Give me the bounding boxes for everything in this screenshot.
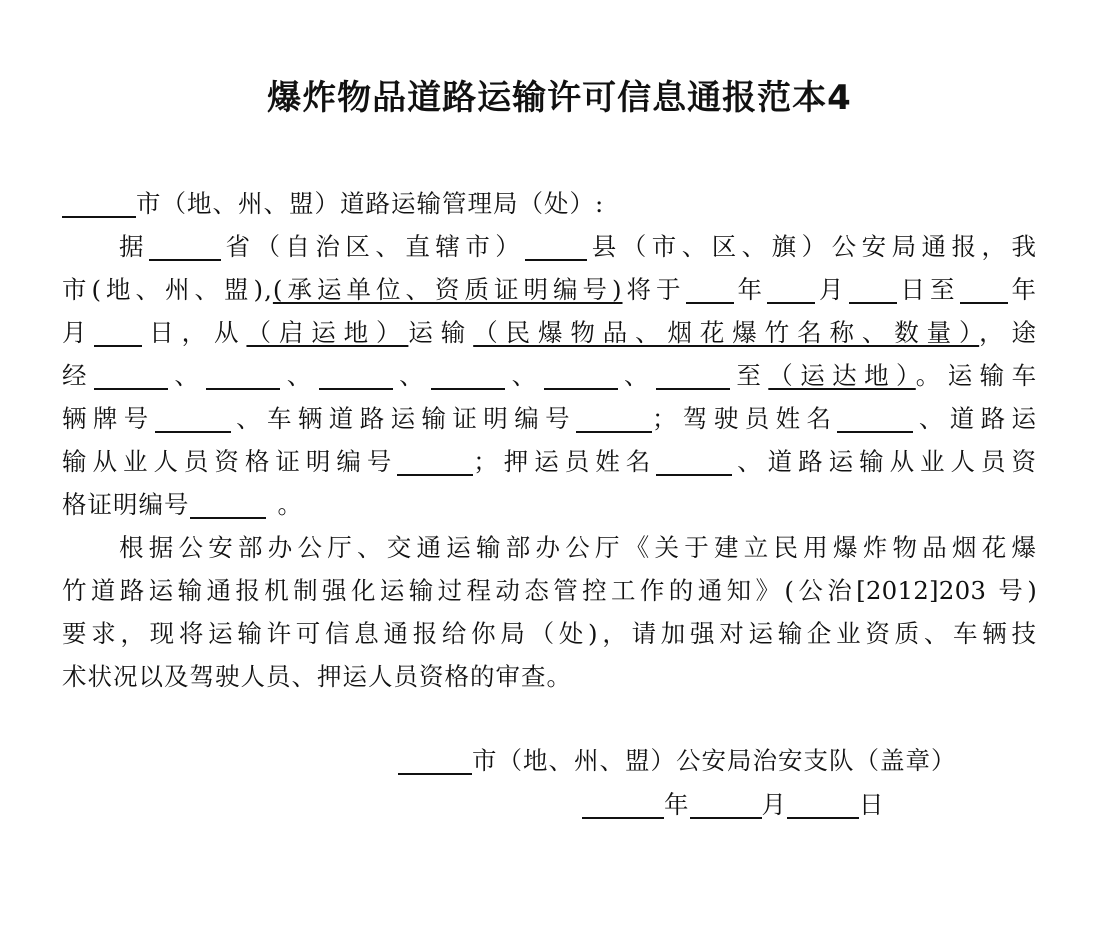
text-transport: 运输 — [408, 318, 474, 347]
blank-end-year[interactable] — [960, 272, 1008, 304]
blank-driver-cert[interactable] — [397, 444, 473, 476]
blank-sign-day[interactable] — [787, 787, 859, 819]
text-city: 市(地、州、盟), — [62, 275, 273, 304]
addressee-text: 市（地、州、盟）道路运输管理局（处）: — [136, 189, 605, 218]
text-cert-number: 格证明编号 — [62, 490, 190, 519]
blank-end-month[interactable] — [94, 315, 142, 347]
text-county: 县（市、区、旗）公安局通报，我 — [587, 232, 1038, 261]
text-plate: 辆牌号 — [62, 404, 155, 433]
blank-route-1[interactable] — [94, 358, 168, 390]
blank-county[interactable] — [525, 229, 587, 261]
text-month: 月 — [815, 275, 849, 304]
text-province: 省（自治区、直辖市） — [220, 232, 526, 261]
paragraph2-line2: 竹道路运输通报机制强化运输过程动态管控工作的通知》(公治[2012]203 号) — [62, 576, 1037, 605]
text-road: 、道路运 — [913, 404, 1038, 433]
paragraph1-line1 — [62, 225, 1037, 268]
text-month2: 月 — [62, 318, 95, 347]
separator: 、 — [392, 361, 432, 390]
paragraph1-line3 — [62, 311, 1037, 354]
blank-province[interactable] — [149, 229, 221, 261]
paragraph2-line4: 术状况以及驾驶人员、押运人员资格的审查。 — [62, 662, 572, 691]
blank-start-day[interactable] — [849, 272, 897, 304]
paragraph1-line2 — [62, 268, 1037, 311]
text-escort-name: ；押运员姓名 — [473, 447, 657, 476]
goods-placeholder: （民爆物品、烟花爆竹名称、数量） — [473, 318, 980, 347]
blank-route-6[interactable] — [656, 358, 730, 390]
separator: 、 — [280, 361, 319, 390]
signature-unit: 市（地、州、盟）公安局治安支队（盖章） — [472, 746, 957, 775]
text-driver-name: ；驾驶员姓名 — [652, 404, 838, 433]
signature-unit-line — [398, 742, 957, 777]
text-period: 。 — [277, 490, 303, 519]
paragraph1-line7 — [62, 483, 1037, 526]
blank-start-month[interactable] — [767, 272, 815, 304]
separator: 、 — [167, 361, 207, 390]
paragraph2-line3: 要求，现将运输许可信息通报给你局（处)，请加强对运输企业资质、车辆技 — [62, 619, 1037, 648]
signature-date-line — [582, 786, 885, 821]
text-sign-day: 日 — [859, 790, 885, 819]
text-will: 将于 — [622, 275, 686, 304]
text-escort-cert-label: 、道路运输从业人员资 — [732, 447, 1038, 476]
paragraph1-line5 — [62, 397, 1037, 440]
notice-body — [62, 182, 1037, 698]
carrier-placeholder: (承运单位、资质证明编号) — [272, 275, 623, 304]
text-driver-cert: 输从业人员资格证明编号 — [62, 447, 398, 476]
blank-plate-number[interactable] — [155, 401, 231, 433]
blank-route-4[interactable] — [431, 358, 505, 390]
blank-driver-name[interactable] — [837, 401, 913, 433]
text-day-from: 日，从 — [142, 318, 247, 347]
blank-sign-city[interactable] — [398, 743, 472, 775]
text-ju: 据 — [119, 232, 149, 261]
text-sign-month: 月 — [761, 790, 787, 819]
blank-route-3[interactable] — [319, 358, 393, 390]
text-vehicle-cert: 、车辆道路运输证明编号 — [230, 404, 577, 433]
text-to: 至 — [729, 361, 769, 390]
origin-placeholder: （启运地） — [246, 318, 409, 347]
text-sign-year: 年 — [664, 790, 690, 819]
document-title: 爆炸物品道路运输许可信息通报范本4 — [267, 78, 852, 118]
blank-start-year[interactable] — [686, 272, 734, 304]
blank-escort-cert[interactable] — [190, 487, 266, 519]
paragraph1-line6 — [62, 440, 1037, 483]
blank-escort-name[interactable] — [656, 444, 732, 476]
separator: 、 — [505, 361, 544, 390]
paragraph2-line1: 根据公安部办公厅、交通运输部办公厅《关于建立民用爆炸物品烟花爆 — [119, 533, 1037, 562]
text-jing: 经 — [62, 361, 94, 390]
blank-sign-year[interactable] — [582, 787, 664, 819]
text-day-to: 日至 — [896, 275, 960, 304]
blank-sign-month[interactable] — [690, 787, 762, 819]
addressee-line — [62, 182, 1037, 225]
blank-city[interactable] — [62, 186, 136, 218]
text-year2: 年 — [1007, 275, 1038, 304]
text-vehicle: 。运输车 — [915, 361, 1038, 390]
blank-route-2[interactable] — [206, 358, 280, 390]
separator: 、 — [617, 361, 656, 390]
blank-vehicle-cert[interactable] — [576, 401, 652, 433]
text-year: 年 — [733, 275, 768, 304]
text-via: ，途 — [979, 318, 1038, 347]
destination-placeholder: （运达地） — [768, 361, 916, 390]
blank-route-5[interactable] — [544, 358, 618, 390]
paragraph1-line4 — [62, 354, 1037, 397]
